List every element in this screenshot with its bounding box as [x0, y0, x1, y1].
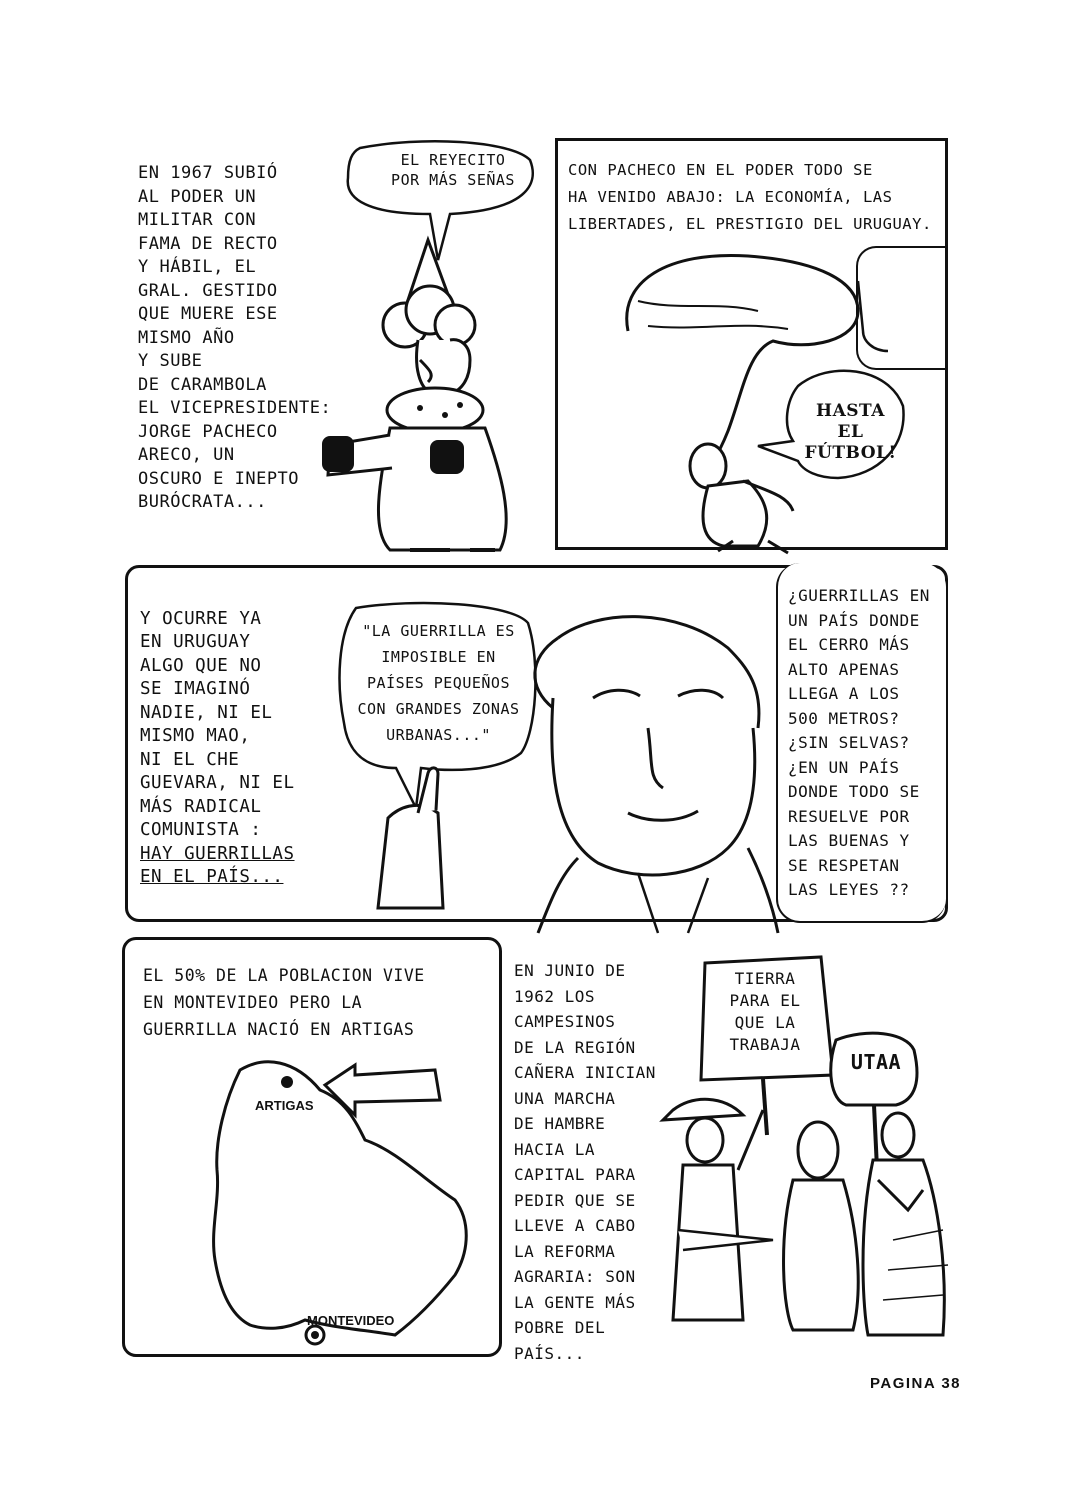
panel-5 — [508, 940, 953, 1363]
panel-4 — [122, 937, 502, 1357]
panel-3-quote-text: "LA GUERRILLA ES IMPOSIBLE EN PAÍSES PEQUEÑOS CON GRANDES ZONAS URBANAS..." — [357, 622, 520, 744]
panel-3-caption-a: Y OCURRE YA EN URUGUAY ALGO QUE NO SE IMAGINÓ NADIE, NI EL MISMO MAO, NI EL CHE GUEVARA, NI EL MÁS RADICAL COMUNISTA : — [140, 608, 295, 840]
panel-3-question-text: ¿GUERRILLAS EN UN PAÍS DONDE EL CERRO MÁS ALTO APENAS LLEGA A LOS 500 METROS? ¿SIN SELVAS? ¿EN UN PAÍS DONDE TODO SE RESUELVE POR LAS BUENAS Y SE RESPETAN LAS LEYES ?? — [788, 586, 930, 899]
panel-5-caption: EN JUNIO DE 1962 LOS CAMPESINOS DE LA REGIÓN CAÑERA INICIAN UNA MARCHA DE HAMBRE HACIA LA CAPITAL PARA PEDIR QUE SE LLEVE A CABO LA REFORMA AGRARIA: SON LA GENTE MÁS POBRE DEL PAÍS... — [514, 961, 656, 1363]
uruguay-map — [125, 1030, 485, 1350]
pacheco-king-figure — [310, 230, 550, 560]
panel-2-balloon-text: HASTA EL FÚTBOL! — [804, 401, 897, 463]
sign-tierra-text: TIERRA PARA EL QUE LA TRABAJA — [729, 969, 801, 1054]
panel-2-blank-balloon — [856, 246, 948, 370]
page-number: PAGINA 38 — [870, 1375, 962, 1392]
mao-portrait — [378, 578, 778, 928]
panel-1 — [120, 140, 540, 560]
sign-utaa-text: UTAA — [850, 1050, 902, 1074]
panel-1-balloon-text: EL REYECITO POR MÁS SEÑAS — [391, 151, 515, 189]
panel-3 — [125, 565, 948, 922]
panel-2-caption: CON PACHECO EN EL PODER TODO SE HA VENIDO ABAJO: LA ECONOMÍA, LAS LIBERTADES, EL PRESTIGIO DEL URUGUAY. — [568, 161, 932, 233]
panel-2 — [555, 138, 948, 550]
label-artigas: ARTIGAS — [255, 1098, 314, 1113]
campesinos-marching-figures — [653, 1090, 953, 1350]
label-montevideo: MONTEVIDEO — [307, 1313, 395, 1328]
panel-4-caption: EL 50% DE LA POBLACION VIVE EN MONTEVIDEO PERO LA GUERRILLA NACIÓ EN ARTIGAS — [143, 966, 425, 1039]
panel-3-caption — [140, 584, 330, 913]
panel-3-caption-b: HAY GUERRILLAS EN EL PAÍS... — [140, 843, 295, 887]
panel-1-caption: EN 1967 SUBIÓ AL PODER UN MILITAR CON FAMA DE RECTO Y HÁBIL, EL GRAL. GESTIDO QUE MUERE ESE MISMO AÑO Y SUBE DE CARAMBOLA EL VICEPRESIDENTE: JORGE PACHECO ARECO, UN OSCURO E INEPTO BURÓCRATA... — [138, 163, 332, 512]
